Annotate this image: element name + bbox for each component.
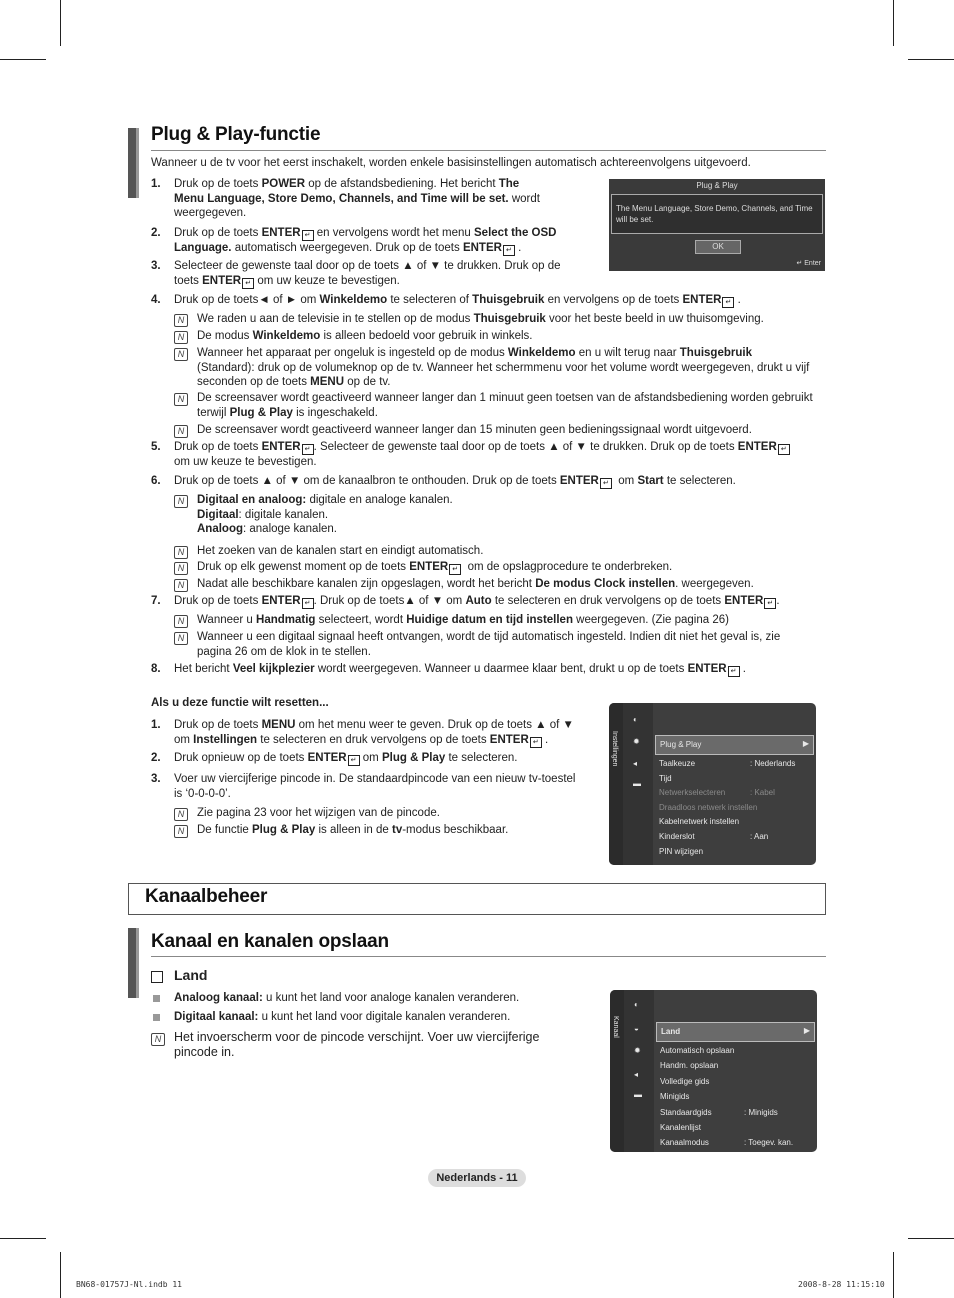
menu-row-label: Handm. opslaan bbox=[660, 1061, 719, 1071]
menu-row-label: Minigids bbox=[660, 1092, 690, 1102]
section-title-kanaal-opslaan: Kanaal en kanalen opslaan bbox=[151, 931, 389, 952]
section-bar bbox=[136, 928, 139, 998]
step-text: Druk op de toets ENTER ↵ en vervolgens wordt het menu Select the OSD Language. automatisch weergegeven. Druk op de toets ENTER ↵ . bbox=[174, 227, 557, 254]
menu-row-label: PIN wijzigen bbox=[659, 846, 704, 856]
crop-mark bbox=[0, 59, 46, 60]
note-text: Het invoerscherm voor de pincode verschijnt. Voer uw viercijferige pincode in. bbox=[174, 1030, 540, 1059]
crop-mark bbox=[893, 1252, 894, 1298]
step-number: 2. bbox=[151, 227, 161, 239]
crop-mark bbox=[60, 1252, 61, 1298]
menu-icon-column bbox=[623, 703, 653, 865]
menu-selected-row[interactable]: Plug & Play ▶ bbox=[655, 735, 814, 755]
menu-row-label: Kanaalmodus bbox=[660, 1138, 709, 1148]
step-text: Druk op de toets ENTER ↵ . Druk op de toets▲ of ▼ om Auto te selecteren en druk vervolgens op de toets ENTER ↵ . bbox=[174, 595, 780, 607]
menu-side-label: Instellingen bbox=[611, 731, 618, 767]
section-bar bbox=[136, 128, 139, 198]
note-icon: N bbox=[174, 562, 188, 575]
step-text: Druk op de toets MENU om het menu weer te geven. Druk op de toets ▲ of ▼ om Instellingen te selecteren en druk vervolgens op de toets ENTER ↵ . bbox=[174, 719, 574, 746]
intro-text: Wanneer u de tv voor het eerst inschakelt, worden enkele basisinstellingen automatisch achtereenvolgens uitgevoerd. bbox=[151, 157, 751, 169]
menu-row-value: : Kabel bbox=[750, 788, 775, 798]
note-icon: N bbox=[174, 825, 188, 838]
ok-button[interactable]: OK bbox=[695, 240, 741, 254]
menu-row-label: Standaardgids bbox=[660, 1107, 712, 1117]
note-text: We raden u aan de televisie in te stellen op de modus Thuisgebruik voor het beste beeld in uw thuisomgeving. bbox=[197, 313, 764, 325]
menu-row-label: Draadloos netwerk instellen bbox=[659, 802, 758, 812]
channel-icon: ◒ bbox=[634, 1024, 639, 1033]
menu-side bbox=[610, 990, 624, 1152]
crop-mark bbox=[908, 1238, 954, 1239]
note-text: Wanneer het apparaat per ongeluk is ingesteld op de modus Winkeldemo en u wilt terug naar Thuisgebruik (Standard): druk op de volumeknop op de tv. Wanneer het schermmenu voor het volume wordt weergegeven, drukt u vijf seconden op de toets MENU op de tv. bbox=[197, 347, 810, 389]
page-number: Nederlands - 11 bbox=[428, 1169, 526, 1187]
note-icon: N bbox=[174, 495, 188, 508]
note-text: Druk op elk gewenst moment op de toets ENTER ↵ om de opslagprocedure te onderbreken. bbox=[197, 561, 673, 573]
bullet-text: Digitaal kanaal: u kunt het land voor digitale kanalen veranderen. bbox=[174, 1011, 511, 1023]
plug-play-dialog bbox=[609, 179, 825, 271]
channel-menu bbox=[610, 990, 817, 1152]
menu-row-label: Netwerkselecteren bbox=[659, 788, 726, 798]
menu-selected-row[interactable]: Land ▶ bbox=[656, 1022, 815, 1042]
step-text: Voer uw viercijferige pincode in. De standaardpincode van een nieuw tv-toestel is ‘0-0-0-0’. bbox=[174, 773, 576, 800]
arrow-right-icon: ▶ bbox=[803, 1026, 810, 1035]
menu-row-label: Kanalenlijst bbox=[660, 1123, 701, 1132]
checkbox-bullet-icon bbox=[151, 971, 163, 983]
gear-icon: ✹ bbox=[633, 737, 640, 746]
crop-mark bbox=[893, 0, 894, 46]
menu-row-value: : Aan bbox=[750, 832, 769, 841]
note-text: De functie Plug & Play is alleen in de tv-modus beschikbaar. bbox=[197, 824, 509, 836]
print-date: 2008-8-28 11:15:10 bbox=[798, 1280, 885, 1289]
gear-icon: ✹ bbox=[634, 1046, 641, 1055]
dialog-title: Plug & Play bbox=[696, 181, 738, 190]
step-number: 1. bbox=[151, 719, 161, 731]
menu-icon-column bbox=[624, 990, 654, 1152]
bullet-text: Analoog kanaal: u kunt het land voor analoge kanalen veranderen. bbox=[174, 992, 520, 1004]
menu-row-label: Kinderslot bbox=[659, 832, 695, 841]
step-number: 7. bbox=[151, 595, 161, 607]
note-text: De screensaver wordt geactiveerd wanneer langer dan 15 minuten geen bedieningssignaal wordt uitgevoerd. bbox=[197, 424, 752, 436]
note-icon: N bbox=[151, 1033, 165, 1046]
enter-hint: ↵ Enter bbox=[796, 260, 821, 267]
menu-row-label: Kabelnetwerk instellen bbox=[659, 817, 740, 827]
note-text: Nadat alle beschikbare kanalen zijn opgeslagen, wordt het bericht De modus Clock instellen. weergegeven. bbox=[197, 578, 754, 590]
menu-side-label: Kanaal bbox=[612, 1016, 619, 1038]
step-number: 1. bbox=[151, 178, 161, 190]
note-icon: N bbox=[174, 632, 188, 645]
step-number: 4. bbox=[151, 294, 161, 306]
dialog-message: The Menu Language, Store Demo, Channels, and Time will be set. bbox=[611, 194, 823, 234]
input-icon: ◂ bbox=[633, 759, 638, 768]
bullet-square-icon bbox=[153, 995, 160, 1002]
menu-row-value: : Toegev. kan. bbox=[744, 1138, 794, 1148]
file-info: BN68-01757J-Nl.indb 11 bbox=[76, 1280, 182, 1289]
step-text: Druk op de toets ENTER ↵ . Selecteer de gewenste taal door op de toets ▲ of ▼ te drukken. Druk op de toets ENTER ↵ om uw keuze te bevestigen. bbox=[174, 440, 790, 470]
note-icon: N bbox=[174, 808, 188, 821]
bullet-square-icon bbox=[153, 1014, 160, 1021]
step-number: 2. bbox=[151, 752, 161, 764]
menu-row-label: Taalkeuze bbox=[659, 759, 696, 768]
section-title-kanaalbeheer: Kanaalbeheer bbox=[145, 886, 268, 907]
picture-icon: ◐ bbox=[634, 1000, 639, 1009]
reset-title: Als u deze functie wilt resetten... bbox=[151, 697, 329, 709]
step-text: Druk op de toets ▲ of ▼ om de kanaalbron te onthouden. Druk op de toets ENTER ↵ om Start te selecteren. bbox=[174, 475, 736, 487]
note-text: De modus Winkeldemo is alleen bedoeld voor gebruik in winkels. bbox=[197, 330, 533, 342]
menu-row-label: Automatisch opslaan bbox=[660, 1046, 735, 1055]
note-text: Het zoeken van de kanalen start en eindigt automatisch. bbox=[197, 545, 484, 557]
menu-row-value: : Minigids bbox=[744, 1107, 778, 1117]
menu-side bbox=[609, 703, 623, 865]
note-icon: N bbox=[174, 331, 188, 344]
step-number: 5. bbox=[151, 441, 161, 453]
subsection-land: Land bbox=[174, 967, 208, 983]
note-icon: N bbox=[174, 579, 188, 592]
note-text: De screensaver wordt geactiveerd wanneer langer dan 1 minuut geen toetsen van de afstandsbediening worden gebruikt terwijl Plug & Play is ingeschakeld. bbox=[197, 392, 813, 419]
note-icon: N bbox=[174, 546, 188, 559]
step-text: Het bericht Veel kijkplezier wordt weergegeven. Wanneer u daarmee klaar bent, drukt u op de toets ENTER ↵ . bbox=[174, 663, 746, 675]
title-rule bbox=[151, 150, 826, 151]
note-icon: N bbox=[174, 615, 188, 628]
note-icon: N bbox=[174, 425, 188, 438]
note-text: Wanneer u Handmatig selecteert, wordt Huidige datum en tijd instellen weergegeven. (Zie pagina 26) bbox=[197, 614, 729, 626]
note-text: Wanneer u een digitaal signaal heeft ontvangen, wordt de tijd automatisch ingesteld. Indien dit niet het geval is, zie pagina 26 om de klok in te stellen. bbox=[197, 631, 781, 658]
menu-row-value: : Nederlands bbox=[750, 759, 796, 768]
menu-row-label: Volledige gids bbox=[660, 1076, 710, 1086]
crop-mark bbox=[60, 0, 61, 46]
enter-icon: ↵ bbox=[796, 260, 805, 267]
step-text: Selecteer de gewenste taal door op de toets ▲ of ▼ te drukken. Druk op de toets ENTER ↵ om uw keuze te bevestigen. bbox=[174, 260, 561, 287]
menu-row-label: Tijd bbox=[659, 773, 672, 783]
title-rule bbox=[151, 956, 826, 957]
step-text: Druk op de toets◄ of ► om Winkeldemo te selecteren of Thuisgebruik en vervolgens op de toets ENTER ↵ . bbox=[174, 294, 741, 306]
picture-icon: ◐ bbox=[633, 715, 638, 724]
section-bar bbox=[128, 928, 136, 998]
step-text: Druk opnieuw op de toets ENTER ↵ om Plug & Play te selecteren. bbox=[174, 752, 518, 764]
input-icon: ◂ bbox=[634, 1070, 639, 1079]
note-icon: N bbox=[174, 348, 188, 361]
note-icon: N bbox=[174, 393, 188, 406]
settings-menu bbox=[609, 703, 816, 865]
step-number: 3. bbox=[151, 773, 161, 785]
note-icon: N bbox=[174, 314, 188, 327]
note-text: Digitaal en analoog: digitale en analoge kanalen. Digitaal: digitale kanalen. Analoog: analoge kanalen. bbox=[197, 494, 453, 536]
section-title-plug-play: Plug & Play-functie bbox=[151, 124, 321, 145]
crop-mark bbox=[908, 59, 954, 60]
arrow-right-icon: ▶ bbox=[802, 739, 809, 748]
crop-mark bbox=[0, 1238, 46, 1239]
application-icon: ▬ bbox=[634, 1090, 642, 1099]
section-bar bbox=[128, 128, 136, 198]
step-number: 6. bbox=[151, 475, 161, 487]
note-text: Zie pagina 23 voor het wijzigen van de pincode. bbox=[197, 807, 440, 819]
step-text: Druk op de toets POWER op de afstandsbediening. Het bericht The Menu Language, Store Demo, Channels, and Time will be set. wordt weergegeven. bbox=[174, 178, 540, 220]
application-icon: ▬ bbox=[633, 779, 641, 788]
step-number: 8. bbox=[151, 663, 161, 675]
step-number: 3. bbox=[151, 260, 161, 272]
